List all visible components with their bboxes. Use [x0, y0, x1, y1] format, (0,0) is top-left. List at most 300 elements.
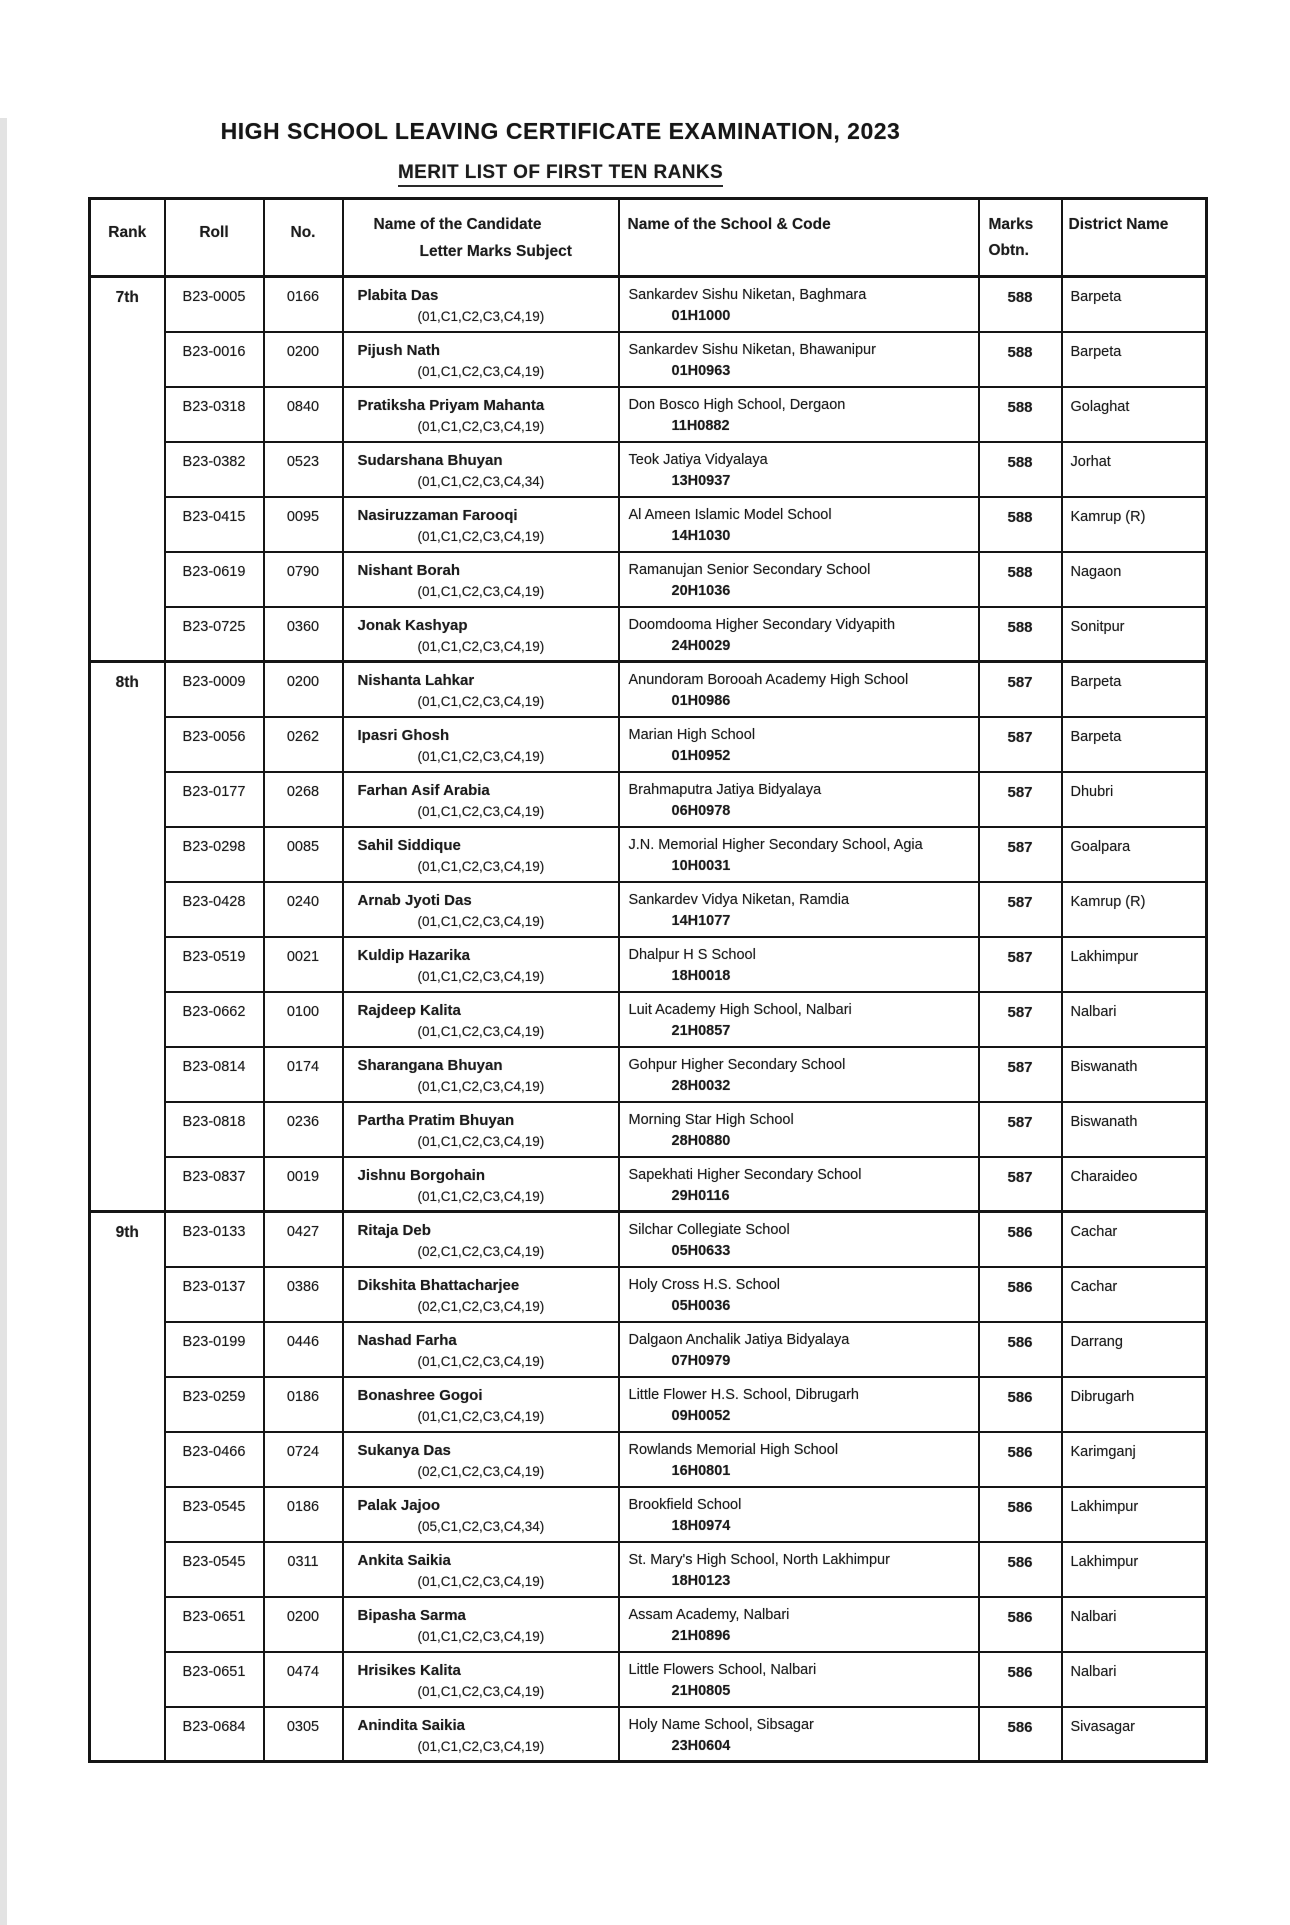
table-row	[90, 607, 1207, 662]
rank-cell: 8th	[90, 662, 165, 1212]
candidate-subjects: (01,C1,C2,C3,C4,19)	[417, 748, 545, 764]
marks-cell: 586	[979, 1707, 1062, 1762]
roll-cell: B23-0651	[165, 1597, 264, 1652]
candidate-subjects: (01,C1,C2,C3,C4,19)	[417, 858, 545, 874]
school-name: Al Ameen Islamic Model School	[628, 506, 832, 523]
district-cell: Barpeta	[1062, 717, 1207, 772]
roll-cell: B23-0259	[165, 1377, 264, 1432]
district-cell: Charaideo	[1062, 1157, 1207, 1212]
school-cell	[619, 1707, 979, 1762]
candidate-subjects: (05,C1,C2,C3,C4,34)	[417, 1518, 545, 1534]
school-code: 21H0857	[671, 1022, 731, 1039]
school-name: Little Flower H.S. School, Dibrugarh	[628, 1386, 859, 1403]
candidate-cell	[343, 1542, 619, 1597]
candidate-cell	[343, 882, 619, 937]
school-code: 16H0801	[671, 1462, 731, 1479]
candidate-cell	[343, 992, 619, 1047]
district-cell: Kamrup (R)	[1062, 882, 1207, 937]
rank-cell: 7th	[90, 277, 165, 662]
candidate-cell	[343, 772, 619, 827]
table-row	[90, 662, 1207, 717]
table-row	[90, 1047, 1207, 1102]
candidate-name: Ritaja Deb	[357, 1222, 431, 1239]
table-row	[90, 827, 1207, 882]
marks-cell: 587	[979, 1102, 1062, 1157]
candidate-subjects: (01,C1,C2,C3,C4,19)	[417, 309, 545, 324]
no-cell: 0840	[264, 387, 343, 442]
district-cell: Cachar	[1062, 1267, 1207, 1322]
school-cell	[619, 1597, 979, 1652]
candidate-subjects: (01,C1,C2,C3,C4,19)	[417, 1078, 545, 1094]
school-name: Assam Academy, Nalbari	[628, 1606, 790, 1623]
candidate-subjects: (01,C1,C2,C3,C4,19)	[417, 1408, 545, 1424]
candidate-cell	[343, 332, 619, 387]
school-name: Sankardev Sishu Niketan, Baghmara	[628, 287, 867, 303]
candidate-cell	[343, 827, 619, 882]
marks-cell: 588	[979, 552, 1062, 607]
school-code: 18H0018	[671, 967, 731, 984]
header-candidate-line2: Letter Marks Subject	[419, 243, 572, 260]
school-code: 13H0937	[671, 472, 731, 489]
candidate-cell	[343, 387, 619, 442]
roll-cell: B23-0298	[165, 827, 264, 882]
no-cell: 0523	[264, 442, 343, 497]
school-name: Luit Academy High School, Nalbari	[628, 1001, 852, 1018]
candidate-subjects: (01,C1,C2,C3,C4,19)	[417, 583, 545, 599]
roll-cell: B23-0415	[165, 497, 264, 552]
roll-cell: B23-0519	[165, 937, 264, 992]
school-cell	[619, 937, 979, 992]
marks-cell: 586	[979, 1212, 1062, 1267]
school-name: Brookfield School	[628, 1496, 742, 1513]
school-name: Little Flowers School, Nalbari	[628, 1661, 817, 1678]
school-cell	[619, 1652, 979, 1707]
school-cell	[619, 442, 979, 497]
candidate-subjects: (01,C1,C2,C3,C4,19)	[417, 1133, 545, 1149]
candidate-subjects: (02,C1,C2,C3,C4,19)	[417, 1298, 545, 1314]
candidate-cell	[343, 1652, 619, 1707]
table-row	[90, 1377, 1207, 1432]
candidate-subjects: (01,C1,C2,C3,C4,19)	[417, 363, 545, 379]
district-cell: Goalpara	[1062, 827, 1207, 882]
marks-cell: 587	[979, 1157, 1062, 1212]
header-rank: Rank	[90, 199, 165, 277]
no-cell: 0200	[264, 332, 343, 387]
candidate-cell	[343, 1487, 619, 1542]
candidate-name: Pratiksha Priyam Mahanta	[357, 396, 545, 414]
header-marks-line1: Marks	[988, 216, 1034, 233]
candidate-name: Rajdeep Kalita	[357, 1001, 461, 1019]
table-row	[90, 277, 1207, 332]
header-district: District Name	[1062, 199, 1207, 277]
school-code: 01H0986	[671, 693, 731, 709]
school-code: 23H0604	[671, 1737, 731, 1754]
district-cell: Golaghat	[1062, 387, 1207, 442]
marks-cell: 587	[979, 662, 1062, 717]
marks-cell: 588	[979, 332, 1062, 387]
no-cell: 0200	[264, 1597, 343, 1652]
no-cell: 0446	[264, 1322, 343, 1377]
school-name: Marian High School	[628, 726, 756, 743]
candidate-name: Ipasri Ghosh	[357, 726, 450, 744]
school-name: J.N. Memorial Higher Secondary School, Agia	[628, 836, 923, 853]
school-name: Sankardev Sishu Niketan, Bhawanipur	[628, 341, 876, 358]
no-cell: 0386	[264, 1267, 343, 1322]
marks-cell: 586	[979, 1597, 1062, 1652]
no-cell: 0236	[264, 1102, 343, 1157]
school-cell	[619, 662, 979, 717]
candidate-name: Ankita Saikia	[357, 1551, 451, 1569]
page-title: HIGH SCHOOL LEAVING CERTIFICATE EXAMINATION, 2023	[220, 118, 901, 144]
table-row	[90, 1157, 1207, 1212]
school-cell	[619, 497, 979, 552]
no-cell: 0360	[264, 607, 343, 662]
candidate-name: Sharangana Bhuyan	[357, 1056, 503, 1074]
no-cell: 0019	[264, 1157, 343, 1212]
marks-cell: 587	[979, 772, 1062, 827]
school-name: Don Bosco High School, Dergaon	[628, 396, 846, 413]
school-cell	[619, 1157, 979, 1212]
candidate-cell	[343, 1322, 619, 1377]
school-cell	[619, 1377, 979, 1432]
school-code: 11H0882	[671, 417, 730, 434]
title-block	[88, 118, 1205, 187]
roll-cell: B23-0545	[165, 1487, 264, 1542]
school-name: Brahmaputra Jatiya Bidyalaya	[628, 781, 822, 798]
school-cell	[619, 827, 979, 882]
school-code: 18H0974	[671, 1517, 731, 1534]
school-cell	[619, 552, 979, 607]
table-row	[90, 1212, 1207, 1267]
candidate-cell	[343, 442, 619, 497]
table-row	[90, 882, 1207, 937]
school-name: Sankardev Vidya Niketan, Ramdia	[628, 891, 850, 908]
school-code: 01H0952	[671, 747, 731, 764]
school-code: 06H0978	[671, 802, 731, 819]
candidate-cell	[343, 607, 619, 662]
district-cell: Cachar	[1062, 1212, 1207, 1267]
table-row	[90, 1267, 1207, 1322]
rank-cell: 9th	[90, 1212, 165, 1762]
candidate-name: Nashad Farha	[357, 1331, 457, 1349]
school-code: 14H1030	[671, 527, 731, 544]
school-name: Holy Cross H.S. School	[628, 1276, 780, 1293]
school-name: Dhalpur H S School	[628, 946, 756, 963]
roll-cell: B23-0318	[165, 387, 264, 442]
no-cell: 0021	[264, 937, 343, 992]
school-code: 28H0032	[671, 1077, 731, 1094]
candidate-name: Bipasha Sarma	[357, 1606, 466, 1624]
table-row	[90, 442, 1207, 497]
school-name: Morning Star High School	[628, 1111, 794, 1128]
table-row	[90, 552, 1207, 607]
district-cell: Nagaon	[1062, 552, 1207, 607]
roll-cell: B23-0466	[165, 1432, 264, 1487]
district-cell: Barpeta	[1062, 277, 1207, 332]
table-row	[90, 1102, 1207, 1157]
school-code: 24H0029	[671, 637, 731, 654]
marks-cell: 587	[979, 827, 1062, 882]
no-cell: 0305	[264, 1707, 343, 1762]
roll-cell: B23-0005	[165, 277, 264, 332]
table-row	[90, 1322, 1207, 1377]
candidate-name: Jishnu Borgohain	[357, 1166, 485, 1184]
candidate-cell	[343, 277, 619, 332]
school-code: 07H0979	[671, 1352, 731, 1369]
school-cell	[619, 1212, 979, 1267]
no-cell: 0311	[264, 1542, 343, 1597]
header-row	[90, 199, 1207, 277]
roll-cell: B23-0133	[165, 1212, 264, 1267]
school-name: Sapekhati Higher Secondary School	[628, 1166, 862, 1183]
district-cell: Darrang	[1062, 1322, 1207, 1377]
district-cell: Lakhimpur	[1062, 937, 1207, 992]
district-cell: Barpeta	[1062, 332, 1207, 387]
district-cell: Lakhimpur	[1062, 1487, 1207, 1542]
school-code: 14H1077	[671, 912, 731, 929]
school-name: Gohpur Higher Secondary School	[628, 1056, 846, 1073]
school-code: 05H0633	[671, 1243, 731, 1259]
roll-cell: B23-0009	[165, 662, 264, 717]
school-code: 09H0052	[671, 1407, 731, 1424]
school-code: 20H1036	[671, 582, 731, 599]
district-cell: Barpeta	[1062, 662, 1207, 717]
roll-cell: B23-0619	[165, 552, 264, 607]
table-row	[90, 1487, 1207, 1542]
district-cell: Biswanath	[1062, 1047, 1207, 1102]
marks-cell: 587	[979, 1047, 1062, 1102]
candidate-cell	[343, 552, 619, 607]
roll-cell: B23-0662	[165, 992, 264, 1047]
candidate-name: Nishant Borah	[357, 561, 461, 579]
no-cell: 0186	[264, 1487, 343, 1542]
candidate-subjects: (01,C1,C2,C3,C4,19)	[417, 1188, 545, 1204]
candidate-name: Palak Jajoo	[357, 1496, 441, 1514]
no-cell: 0186	[264, 1377, 343, 1432]
candidate-subjects: (01,C1,C2,C3,C4,19)	[417, 1628, 545, 1644]
district-cell: Jorhat	[1062, 442, 1207, 497]
school-code: 01H0963	[671, 362, 731, 379]
school-cell	[619, 387, 979, 442]
roll-cell: B23-0056	[165, 717, 264, 772]
candidate-cell	[343, 1377, 619, 1432]
candidate-name: Dikshita Bhattacharjee	[357, 1276, 520, 1294]
school-code: 28H0880	[671, 1132, 731, 1149]
district-cell: Nalbari	[1062, 1597, 1207, 1652]
marks-cell: 586	[979, 1432, 1062, 1487]
candidate-name: Sukanya Das	[357, 1441, 451, 1459]
school-cell	[619, 1432, 979, 1487]
candidate-name: Hrisikes Kalita	[357, 1661, 461, 1679]
candidate-subjects: (01,C1,C2,C3,C4,19)	[417, 913, 545, 929]
page-edge-strip	[0, 118, 7, 1925]
candidate-subjects: (01,C1,C2,C3,C4,19)	[417, 418, 545, 434]
school-name: Dalgaon Anchalik Jatiya Bidyalaya	[628, 1331, 850, 1348]
no-cell: 0174	[264, 1047, 343, 1102]
candidate-name: Sahil Siddique	[357, 836, 461, 854]
roll-cell: B23-0382	[165, 442, 264, 497]
candidate-subjects: (02,C1,C2,C3,C4,19)	[417, 1463, 545, 1479]
candidate-cell	[343, 662, 619, 717]
candidate-subjects: (01,C1,C2,C3,C4,19)	[417, 968, 545, 984]
roll-cell: B23-0199	[165, 1322, 264, 1377]
school-cell	[619, 1542, 979, 1597]
candidate-cell	[343, 1047, 619, 1102]
no-cell: 0262	[264, 717, 343, 772]
roll-cell: B23-0651	[165, 1652, 264, 1707]
subtitle-wrap	[88, 162, 1033, 187]
candidate-name: Partha Pratim Bhuyan	[357, 1111, 515, 1129]
candidate-subjects: (01,C1,C2,C3,C4,19)	[417, 803, 545, 819]
candidate-name: Bonashree Gogoi	[357, 1386, 483, 1404]
district-cell: Sivasagar	[1062, 1707, 1207, 1762]
no-cell: 0427	[264, 1212, 343, 1267]
candidate-subjects: (01,C1,C2,C3,C4,19)	[417, 1738, 545, 1754]
roll-cell: B23-0818	[165, 1102, 264, 1157]
marks-cell: 588	[979, 387, 1062, 442]
candidate-subjects: (01,C1,C2,C3,C4,19)	[417, 1683, 545, 1699]
roll-cell: B23-0177	[165, 772, 264, 827]
roll-cell: B23-0428	[165, 882, 264, 937]
district-cell: Lakhimpur	[1062, 1542, 1207, 1597]
district-cell: Karimganj	[1062, 1432, 1207, 1487]
no-cell: 0200	[264, 662, 343, 717]
candidate-cell	[343, 1212, 619, 1267]
header-marks-line2: Obtn.	[988, 242, 1029, 259]
district-cell: Nalbari	[1062, 1652, 1207, 1707]
table-row	[90, 1597, 1207, 1652]
no-cell: 0474	[264, 1652, 343, 1707]
header-roll: Roll	[165, 199, 264, 277]
school-name: Doomdooma Higher Secondary Vidyapith	[628, 616, 896, 633]
table-row	[90, 717, 1207, 772]
candidate-cell	[343, 1597, 619, 1652]
marks-cell: 588	[979, 442, 1062, 497]
page-subtitle: MERIT LIST OF FIRST TEN RANKS	[398, 162, 723, 187]
school-cell	[619, 1047, 979, 1102]
table-row	[90, 497, 1207, 552]
roll-cell: B23-0814	[165, 1047, 264, 1102]
school-name: Holy Name School, Sibsagar	[628, 1716, 814, 1733]
school-cell	[619, 992, 979, 1047]
school-code: 10H0031	[671, 857, 731, 874]
candidate-name: Sudarshana Bhuyan	[357, 451, 503, 469]
marks-cell: 586	[979, 1542, 1062, 1597]
no-cell: 0095	[264, 497, 343, 552]
district-cell: Kamrup (R)	[1062, 497, 1207, 552]
school-code: 18H0123	[671, 1572, 731, 1589]
school-cell	[619, 1267, 979, 1322]
marks-cell: 586	[979, 1487, 1062, 1542]
candidate-subjects: (01,C1,C2,C3,C4,19)	[417, 1023, 545, 1039]
table-row	[90, 1652, 1207, 1707]
candidate-cell	[343, 937, 619, 992]
table-row	[90, 332, 1207, 387]
no-cell: 0268	[264, 772, 343, 827]
roll-cell: B23-0137	[165, 1267, 264, 1322]
school-name: St. Mary's High School, North Lakhimpur	[628, 1551, 890, 1568]
marks-cell: 587	[979, 717, 1062, 772]
candidate-subjects: (01,C1,C2,C3,C4,19)	[417, 1573, 545, 1589]
marks-cell: 586	[979, 1322, 1062, 1377]
candidate-subjects: (01,C1,C2,C3,C4,19)	[417, 694, 545, 709]
marks-cell: 588	[979, 277, 1062, 332]
candidate-name: Plabita Das	[357, 287, 439, 304]
candidate-name: Kuldip Hazarika	[357, 946, 471, 964]
candidate-name: Arnab Jyoti Das	[357, 891, 472, 909]
candidate-name: Pijush Nath	[357, 341, 441, 359]
no-cell: 0085	[264, 827, 343, 882]
header-marks	[979, 199, 1062, 277]
school-cell	[619, 1487, 979, 1542]
no-cell: 0790	[264, 552, 343, 607]
marks-cell: 587	[979, 992, 1062, 1047]
school-name: Ramanujan Senior Secondary School	[628, 561, 871, 578]
school-cell	[619, 277, 979, 332]
candidate-cell	[343, 1157, 619, 1212]
district-cell: Sonitpur	[1062, 607, 1207, 662]
marks-cell: 587	[979, 937, 1062, 992]
candidate-name: Anindita Saikia	[357, 1716, 466, 1734]
marks-cell: 586	[979, 1377, 1062, 1432]
table-row	[90, 992, 1207, 1047]
no-cell: 0100	[264, 992, 343, 1047]
no-cell: 0724	[264, 1432, 343, 1487]
candidate-cell	[343, 1707, 619, 1762]
school-cell	[619, 332, 979, 387]
school-cell	[619, 1102, 979, 1157]
merit-table	[88, 197, 1208, 1763]
candidate-cell	[343, 497, 619, 552]
candidate-name: Farhan Asif Arabia	[357, 781, 490, 799]
roll-cell: B23-0837	[165, 1157, 264, 1212]
district-cell: Nalbari	[1062, 992, 1207, 1047]
school-cell	[619, 1322, 979, 1377]
school-code: 21H0896	[671, 1627, 731, 1644]
candidate-name: Nasiruzzaman Farooqi	[357, 506, 518, 524]
marks-cell: 588	[979, 607, 1062, 662]
header-no: No.	[264, 199, 343, 277]
table-row	[90, 387, 1207, 442]
district-cell: Dhubri	[1062, 772, 1207, 827]
candidate-subjects: (01,C1,C2,C3,C4,19)	[417, 638, 545, 654]
school-code: 29H0116	[671, 1187, 730, 1204]
candidate-cell	[343, 1432, 619, 1487]
candidate-name: Jonak Kashyap	[357, 616, 468, 634]
district-cell: Biswanath	[1062, 1102, 1207, 1157]
header-candidate	[343, 199, 619, 277]
candidate-cell	[343, 717, 619, 772]
school-name: Rowlands Memorial High School	[628, 1441, 839, 1458]
school-code: 05H0036	[671, 1297, 731, 1314]
table-row	[90, 1542, 1207, 1597]
header-candidate-line1: Name of the Candidate	[373, 216, 542, 233]
marks-cell: 587	[979, 882, 1062, 937]
school-cell	[619, 882, 979, 937]
candidate-cell	[343, 1267, 619, 1322]
candidate-subjects: (02,C1,C2,C3,C4,19)	[417, 1244, 545, 1259]
school-name: Silchar Collegiate School	[628, 1222, 790, 1238]
school-name: Teok Jatiya Vidyalaya	[628, 451, 768, 468]
school-cell	[619, 772, 979, 827]
school-code: 01H1000	[671, 308, 731, 324]
table-row	[90, 1707, 1207, 1762]
school-code: 21H0805	[671, 1682, 731, 1699]
table-row	[90, 772, 1207, 827]
candidate-subjects: (01,C1,C2,C3,C4,19)	[417, 1353, 545, 1369]
marks-cell: 586	[979, 1267, 1062, 1322]
school-cell	[619, 607, 979, 662]
